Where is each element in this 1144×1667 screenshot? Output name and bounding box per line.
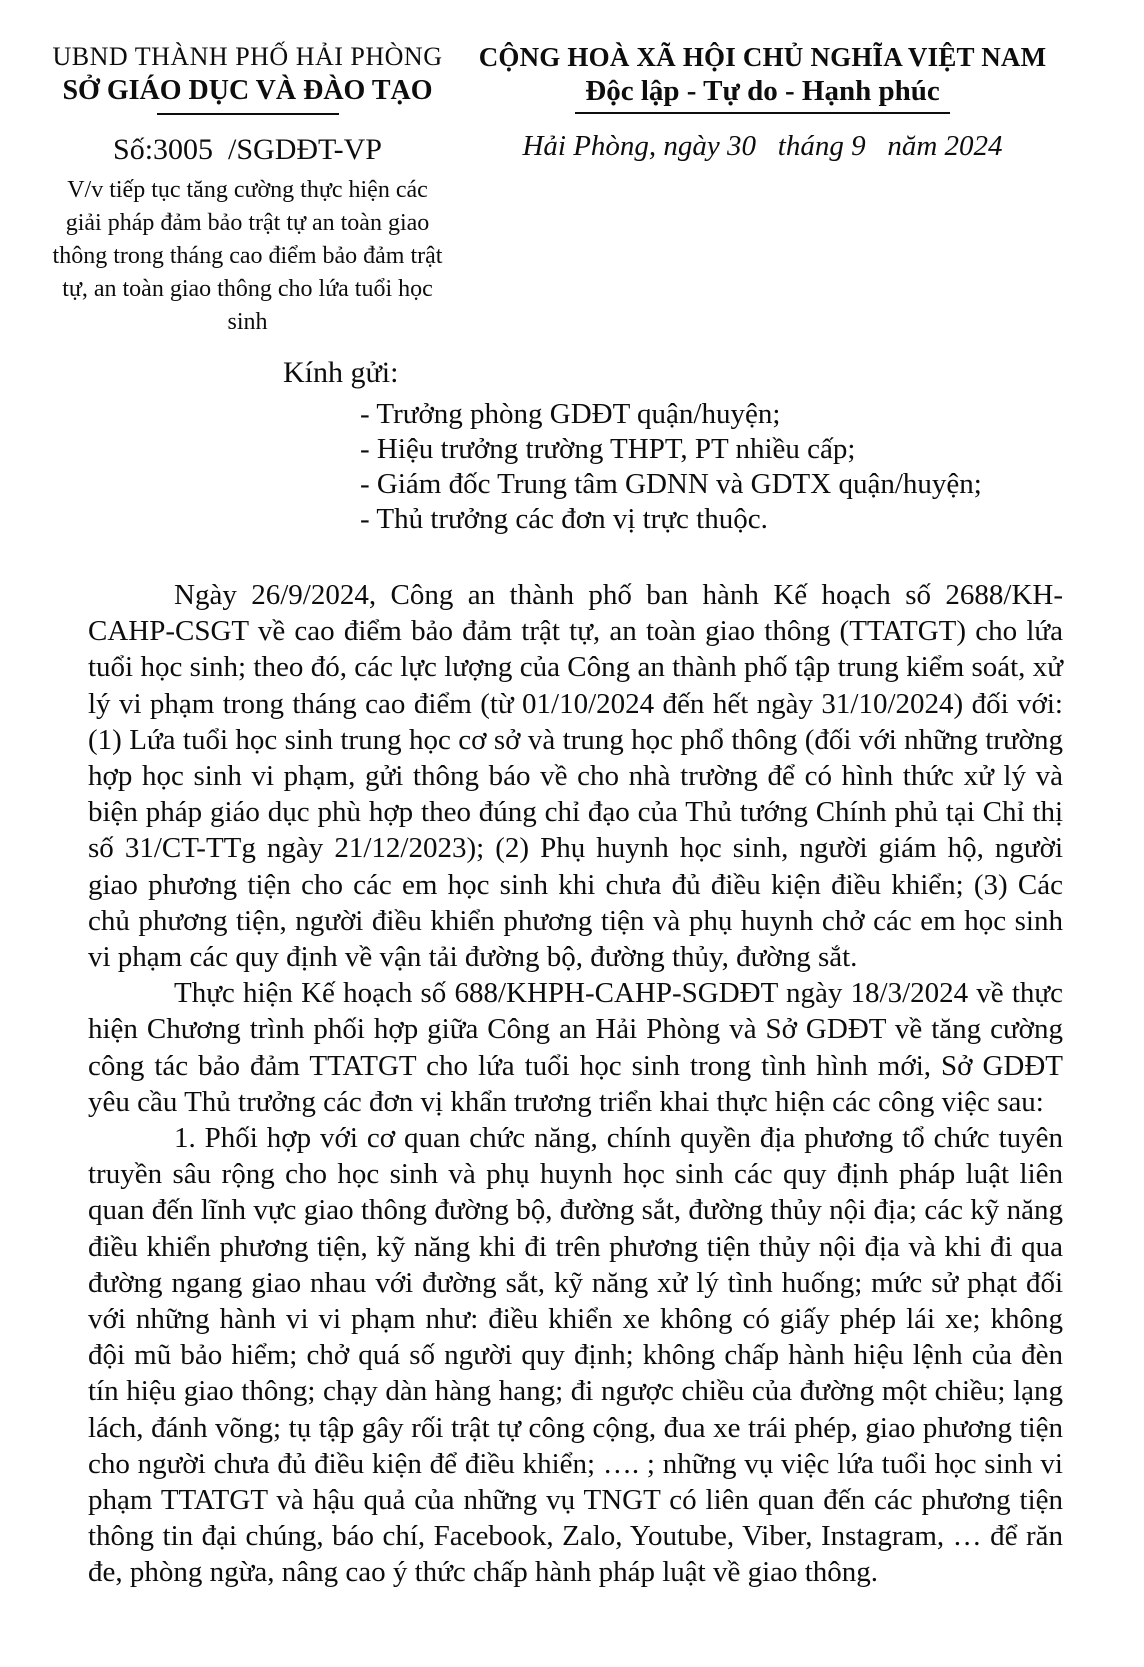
recipient-item: - Giám đốc Trung tâm GDNN và GDTX quận/huyện; — [360, 468, 982, 500]
document-number: Số:3005 /SGDĐT-VP — [113, 133, 382, 166]
body-paragraph: 1. Phối hợp với cơ quan chức năng, chính quyền địa phương tổ chức tuyên truyền sâu rộng cho học sinh và phụ huynh học sinh các quy định pháp luật liên quan đến lĩnh vực giao thông đường bộ, đường sắt, đường thủy nội địa; các kỹ năng điều khiển phương tiện, kỹ năng khi đi trên phương tiện thủy nội địa và khi đi qua đường ngang giao nhau với đường sắt, kỹ năng xử lý tình huống; mức sử phạt đối với những hành vi vi phạm như: điều khiển xe không có giấy phép lái xe; không đội mũ bảo hiểm; chở quá số người quy định; không chấp hành hiệu lệnh của đèn tín hiệu giao thông; chạy dàn hàng hang; đi ngược chiều của đường một chiều; lạng lách, đánh võng; tụ tập gây rối trật tự công cộng, đua xe trái phép, giao phương tiện cho người chưa đủ điều kiện để điều khiển; …. ; những vụ việc lứa tuổi học sinh vi phạm TTATGT và hậu quả của những vụ TNGT có liên quan đến các phương tiện thông tin đại chúng, báo chí, Facebook, Zalo, Youtube, Viber, Instagram, … để răn đe, phòng ngừa, nâng cao ý thức chấp hành pháp luật về giao thông. — [88, 1122, 1063, 1589]
recipient-item: - Hiệu trưởng trường THPT, PT nhiều cấp; — [360, 433, 856, 465]
letter-body — [88, 577, 1063, 1591]
recipient-list — [360, 397, 1144, 537]
body-paragraph: Thực hiện Kế hoạch số 688/KHPH-CAHP-SGDĐT ngày 18/3/2024 về thực hiện Chương trình phối hợp giữa Công an Hải Phòng và Sở GDĐT về tăng cường công tác bảo đảm TTATGT cho lứa tuổi học sinh trong tình hình mới, Sở GDĐT yêu cầu Thủ trưởng các đơn vị khẩn trương triển khai thực hiện các công việc sau: — [88, 977, 1063, 1118]
letterhead-left-column — [50, 40, 445, 339]
place-date-line: Hải Phòng, ngày 30 tháng 9 năm 2024 — [522, 130, 1003, 162]
recipient-item: - Trưởng phòng GDĐT quận/huyện; — [360, 398, 781, 430]
national-motto: Độc lập - Tự do - Hạnh phúc — [575, 74, 950, 114]
parent-agency-name: UBND THÀNH PHỐ HẢI PHÒNG — [52, 42, 443, 71]
document-subject: V/v tiếp tục tăng cường thực hiện các giải pháp đảm bảo trật tự an toàn giao thông trong tháng cao điểm bảo đảm trật tự, an toàn giao thông cho lứa tuổi học sinh — [52, 177, 443, 335]
salutation-label: Kính gửi: — [283, 356, 399, 389]
agency-underline-rule — [157, 113, 339, 115]
letterhead-right-column — [469, 40, 1056, 164]
body-paragraph: Ngày 26/9/2024, Công an thành phố ban hành Kế hoạch số 2688/KH-CAHP-CSGT về cao điểm bảo đảm trật tự, an toàn giao thông (TTATGT) cho lứa tuổi học sinh; theo đó, các lực lượng của Công an thành phố tập trung kiểm soát, xử lý vi phạm trong tháng cao điểm (từ 01/10/2024 đến hết ngày 31/10/2024) đối với: (1) Lứa tuổi học sinh trung học cơ sở và trung học phổ thông (đối với những trường hợp học sinh vi phạm, gửi thông báo về cho nhà trường để có hình thức xử lý và biện pháp giáo dục phù hợp theo đúng chỉ đạo của Thủ tướng Chính phủ tại Chỉ thị số 31/CT-TTg ngày 21/12/2023); (2) Phụ huynh học sinh, người giám hộ, người giao phương tiện cho các em học sinh khi chưa đủ điều kiện điều khiển; (3) Các chủ phương tiện, người điều khiển phương tiện và phụ huynh chở các em học sinh vi phạm các quy định về vận tải đường bộ, đường thủy, đường sắt. — [88, 579, 1063, 974]
national-title: CỘNG HOÀ XÃ HỘI CHỦ NGHĨA VIỆT NAM — [478, 42, 1047, 72]
letterhead — [0, 40, 1144, 339]
issuing-agency-name: SỞ GIÁO DỤC VÀ ĐÀO TẠO — [62, 75, 433, 106]
recipient-item: - Thủ trưởng các đơn vị trực thuộc. — [360, 503, 768, 535]
